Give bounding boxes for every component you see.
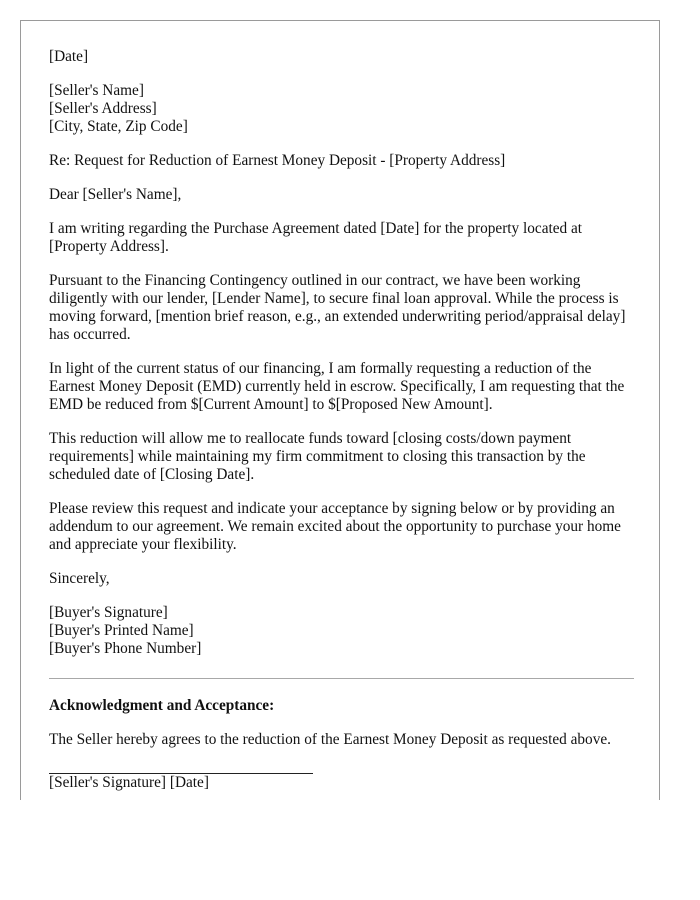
seller-address-block xyxy=(49,82,634,136)
closing-block xyxy=(49,570,634,588)
buyer-signature-block xyxy=(49,604,634,658)
body-paragraph-1: I am writing regarding the Purchase Agreement dated [Date] for the property located at [Property Address]. xyxy=(49,220,583,255)
salutation-block xyxy=(49,186,634,204)
seller-signature-label: [Seller's Signature] [Date] xyxy=(49,774,209,791)
salutation: Dear [Seller's Name], xyxy=(49,186,182,203)
seller-city-state-zip: [City, State, Zip Code] xyxy=(49,118,188,135)
seller-name: [Seller's Name] xyxy=(49,82,144,99)
seller-signature-line xyxy=(49,773,313,792)
date-block xyxy=(49,48,634,66)
letter-page xyxy=(20,20,660,800)
letter-content xyxy=(49,48,634,792)
body-paragraph-5: Please review this request and indicate your acceptance by signing below or by providing an addendum to our agreement. We remain excited about the opportunity to purchase your home and appreciate your flexibility. xyxy=(49,500,621,553)
acknowledgment-text: The Seller hereby agrees to the reduction of the Earnest Money Deposit as requested above. xyxy=(49,731,611,748)
buyer-phone-number: [Buyer's Phone Number] xyxy=(49,640,202,657)
subject-line: Re: Request for Reduction of Earnest Money Deposit - [Property Address] xyxy=(49,152,506,169)
buyer-printed-name: [Buyer's Printed Name] xyxy=(49,622,194,639)
section-divider xyxy=(49,678,634,679)
body-paragraph-2: Pursuant to the Financing Contingency outlined in our contract, we have been working diligently with our lender, [Lender Name], to secure final loan approval. While the process is moving forward, [mention brief reason, e.g., an extended underwriting period/appraisal delay] has occurred. xyxy=(49,272,626,343)
seller-address: [Seller's Address] xyxy=(49,100,157,117)
body-paragraph-3: In light of the current status of our financing, I am formally requesting a reduction of the Earnest Money Deposit (EMD) currently held in escrow. Specifically, I am requesting that the EMD be reduced from $[Current Amount] to $[Proposed New Amount]. xyxy=(49,360,625,413)
body-paragraph-4: This reduction will allow me to reallocate funds toward [closing costs/down payment requirements] while maintaining my firm commitment to closing this transaction by the scheduled date of [Closing Date]. xyxy=(49,430,586,483)
letter-date: [Date] xyxy=(49,48,89,65)
subject-block xyxy=(49,152,634,170)
closing: Sincerely, xyxy=(49,570,110,587)
buyer-signature: [Buyer's Signature] xyxy=(49,604,168,621)
acknowledgment-heading: Acknowledgment and Acceptance: xyxy=(49,697,275,714)
